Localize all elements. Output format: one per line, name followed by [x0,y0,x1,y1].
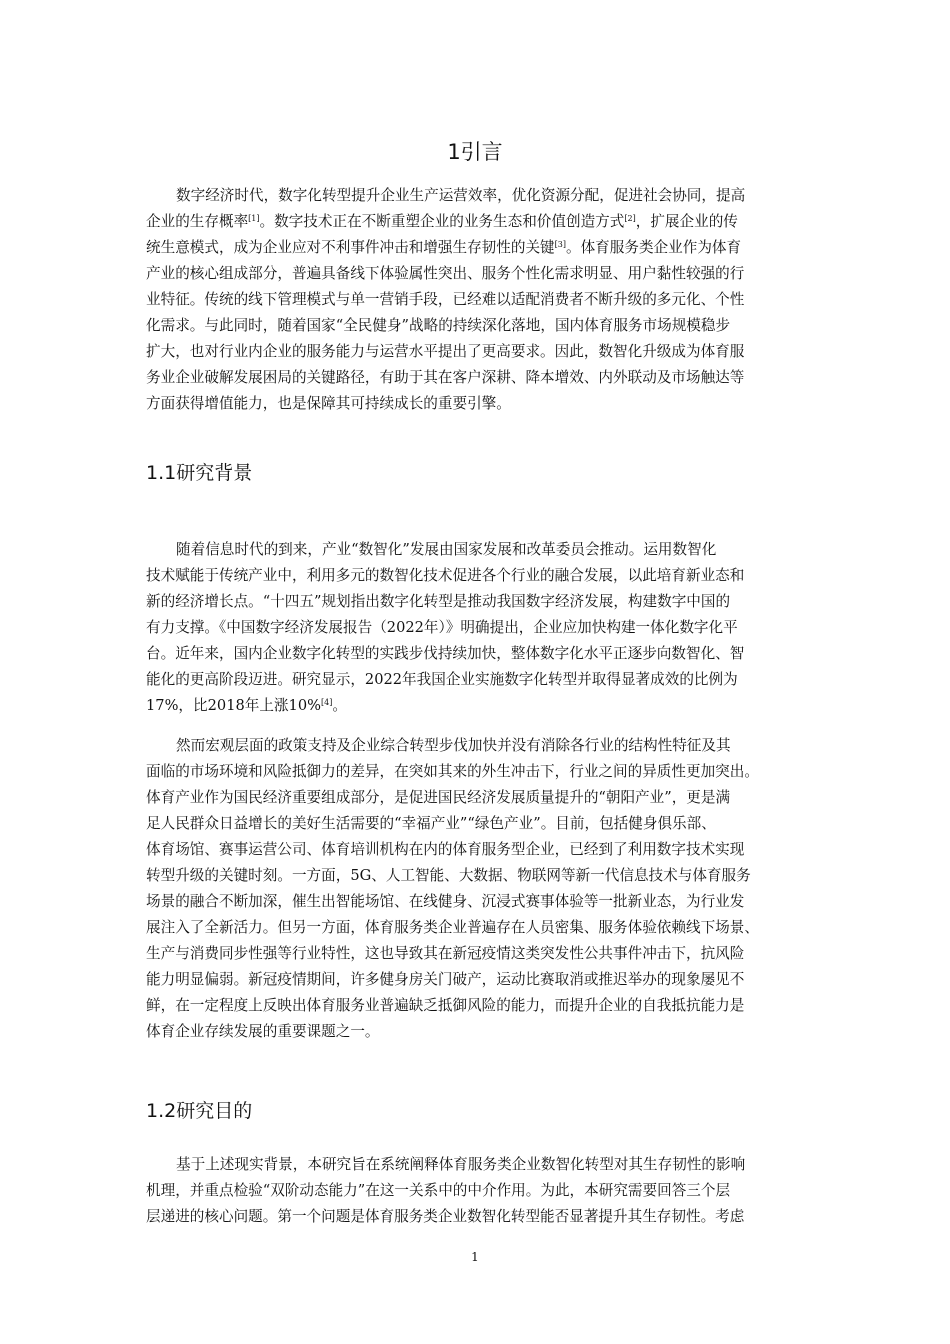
text-run: 面临的市场环境和风险抵御力的差异，在突如其来的外生冲击下，行业之间的异质性更加突出。 [146,763,759,780]
text-run: 企业的生存概率 [146,213,249,230]
text-run: 产业的核心组成部分，普遍具备线下体验属性突出、服务个性化需求明显、用户黏性较强的行 [146,265,745,282]
text-run: 化需求。与此同时，随着国家“全民健身”战略的持续深化落地，国内体育服务市场规模稳步 [146,317,731,334]
text-run: 能化的更高阶段迈进。研究显示，2022年我国企业实施数字化转型并取得显著成效的比例为 [146,671,738,688]
citation-ref: [1] [248,214,260,223]
text-run: 随着信息时代的到来，产业“数智化”发展由国家发展和改革委员会推动。运用数智化 [176,541,717,558]
text-run: 展注入了全新活力。但另一方面，体育服务类企业普遍存在人员密集、服务体验依赖线下场景、 [146,919,759,936]
text-run: 。 [332,697,347,714]
citation-ref: [4] [320,698,333,707]
text-line [146,1178,846,1204]
citation-ref: [3] [554,240,566,249]
text-run: 能力明显偏弱。新冠疫情期间，许多健身房关门破产，运动比赛取消或推迟举办的现象屡见不 [146,971,745,988]
text-line [146,941,846,967]
text-run: 层递进的核心问题。第一个问题是体育服务类企业数智化转型能否显著提升其生存韧性。考虑 [146,1208,745,1225]
text-run: 数字经济时代，数字化转型提升企业生产运营效率，优化资源分配，促进社会协同，提高 [176,187,746,204]
section-heading-research-purpose: 1.2研究目的 [146,1100,253,1122]
text-run: 扩大，也对行业内企业的服务能力与运营水平提出了更高要求。因此，数智化升级成为体育服 [146,343,745,360]
text-line [146,537,846,563]
text-line [146,1204,846,1230]
text-line [146,261,846,287]
intro-paragraph [146,183,846,417]
background-paragraph-1 [146,537,846,719]
text-line [146,993,846,1019]
text-run: 17%，比2018年上涨10% [146,697,321,714]
text-run: 技术赋能于传统产业中，利用多元的数智化技术促进各个行业的融合发展，以此培育新业态和 [146,567,745,584]
text-line [146,183,846,209]
text-run: 场景的融合不断加深，催生出智能场馆、在线健身、沉浸式赛事体验等一批新业态，为行业发 [146,893,745,910]
text-line [146,641,846,667]
text-run: 体育企业存续发展的重要课题之一。 [146,1023,380,1040]
text-run: 务业企业破解发展困局的关键路径，有助于其在客户深耕、降本增效、内外联动及市场触达等 [146,369,745,386]
text-line [146,863,846,889]
background-paragraph-2 [146,733,846,1045]
text-run: 方面获得增值能力，也是保障其可持续成长的重要引擎。 [146,395,511,412]
text-run: 统生意模式，成为企业应对不利事件冲击和增强生存韧性的关键 [146,239,555,256]
text-run: 基于上述现实背景，本研究旨在系统阐释体育服务类企业数智化转型对其生存韧性的影响 [176,1156,746,1173]
text-line [146,1152,846,1178]
text-run: 生产与消费同步性强等行业特性，这也导致其在新冠疫情这类突发性公共事件冲击下，抗风险 [146,945,745,962]
text-line [146,889,846,915]
text-line [146,967,846,993]
section-heading-introduction: 1引言 [447,140,503,164]
text-run: 。数字技术正在不断重塑企业的业务生态和价值创造方式 [259,213,625,230]
text-run: 然而宏观层面的政策支持及企业综合转型步伐加快并没有消除各行业的结构性特征及其 [176,737,731,754]
text-run: 机理，并重点检验“双阶动态能力”在这一关系中的中介作用。为此，本研究需要回答三个层 [146,1182,731,1199]
text-line [146,339,846,365]
text-line [146,811,846,837]
text-run: ，扩展企业的传 [635,213,738,230]
text-line [146,759,846,785]
text-line [146,235,846,261]
text-run: 鲜，在一定程度上反映出体育服务业普遍缺乏抵御风险的能力，而提升企业的自我抵抗能力是 [146,997,745,1014]
text-line [146,563,846,589]
text-line [146,693,846,719]
text-line [146,209,846,235]
text-line [146,1019,846,1045]
purpose-paragraph [146,1152,846,1230]
text-line [146,915,846,941]
text-run: 有力支撑。《中国数字经济发展报告（2022年）》明确提出，企业应加快构建一体化数字化平 [146,619,738,636]
text-line [146,589,846,615]
text-run: 新的经济增长点。“十四五”规划指出数字化转型是推动我国数字经济发展，构建数字中国的 [146,593,731,610]
page-number: 1 [471,1250,479,1264]
text-line [146,287,846,313]
text-run: 。体育服务类企业作为体育 [565,239,742,256]
section-heading-research-background: 1.1研究背景 [146,462,253,484]
text-line [146,785,846,811]
text-run: 业特征。传统的线下管理模式与单一营销手段，已经难以适配消费者不断升级的多元化、个性 [146,291,745,308]
text-line [146,733,846,759]
text-run: 体育场馆、赛事运营公司、体育培训机构在内的体育服务型企业，已经到了利用数字技术实现 [146,841,745,858]
text-run: 足人民群众日益增长的美好生活需要的“幸福产业”“绿色产业”。目前，包括健身俱乐部、 [146,815,716,832]
text-line [146,391,846,417]
text-line [146,365,846,391]
text-line [146,837,846,863]
text-line [146,313,846,339]
text-run: 转型升级的关键时刻。一方面，5G、人工智能、大数据、物联网等新一代信息技术与体育服务 [146,867,751,884]
text-line [146,667,846,693]
citation-ref: [2] [624,214,636,223]
text-run: 台。近年来，国内企业数字化转型的实践步伐持续加快，整体数字化水平正逐步向数智化、智 [146,645,745,662]
text-line [146,615,846,641]
text-run: 体育产业作为国民经济重要组成部分，是促进国民经济发展质量提升的“朝阳产业”，更是满 [146,789,731,806]
